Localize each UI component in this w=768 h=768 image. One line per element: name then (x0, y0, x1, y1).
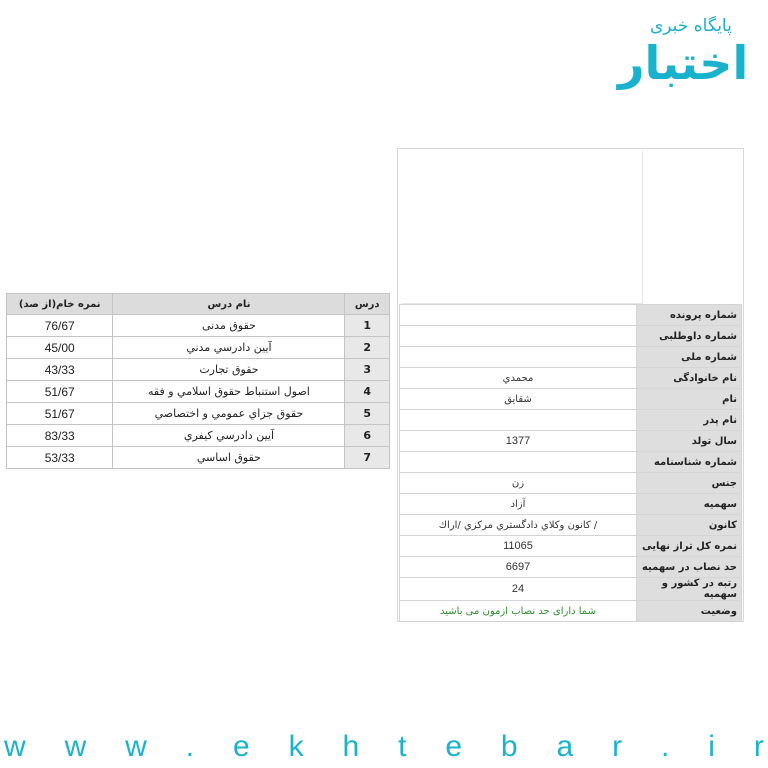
course-num: 6 (345, 425, 390, 447)
course-name: آيين دادرسي مدني (113, 337, 345, 359)
info-value: 24 (400, 578, 637, 601)
courses-table (6, 293, 390, 469)
candidate-info-table (399, 304, 742, 622)
course-name: اصول استنباط حقوق اسلامي و فقه (113, 381, 345, 403)
info-row-candidate-number (400, 326, 742, 347)
course-score: 83/33 (7, 425, 113, 447)
info-label: سهمیه (637, 494, 742, 515)
url-char: k (288, 730, 304, 763)
candidate-info-panel (397, 148, 744, 622)
course-name: حقوق تجارت (113, 359, 345, 381)
info-label: نام خانوادگی (637, 368, 742, 389)
info-label: نمره کل تراز نهایی (637, 536, 742, 557)
url-char: h (342, 730, 360, 763)
url-char: w (4, 730, 26, 763)
course-name: آيين دادرسي كيفري (113, 425, 345, 447)
photo-placeholder (402, 151, 643, 304)
url-char: r (753, 730, 764, 763)
info-value (400, 326, 637, 347)
info-row-rank (400, 578, 742, 601)
url-char: e (232, 730, 250, 763)
table-row (7, 337, 390, 359)
info-value: 11065 (400, 536, 637, 557)
info-label: وضعیت (637, 601, 742, 622)
status-message: شما دارای حد نصاب ازمون می باشید (400, 601, 637, 622)
info-label: شماره داوطلبی (637, 326, 742, 347)
course-num: 7 (345, 447, 390, 469)
info-label: رتبه در کشور و سهمیه (637, 578, 742, 601)
table-row (7, 359, 390, 381)
info-value: 1377 (400, 431, 637, 452)
info-label: نام (637, 389, 742, 410)
table-row (7, 425, 390, 447)
url-char: e (445, 730, 463, 763)
course-num: 2 (345, 337, 390, 359)
info-value: محمدي (400, 368, 637, 389)
header-name: نام درس (113, 294, 345, 315)
course-score: 76/67 (7, 315, 113, 337)
info-row-total-score (400, 536, 742, 557)
url-char: r (612, 730, 623, 763)
url-char: b (500, 730, 518, 763)
table-row (7, 315, 390, 337)
header-score: نمره خام(از صد) (7, 294, 113, 315)
info-row-status (400, 601, 742, 622)
info-row-last-name (400, 368, 742, 389)
info-row-quota-threshold (400, 557, 742, 578)
site-logo[interactable] (610, 8, 750, 103)
course-score: 43/33 (7, 359, 113, 381)
url-char: w (125, 730, 147, 763)
info-label: نام پدر (637, 410, 742, 431)
info-label: جنس (637, 473, 742, 494)
info-value: 6697 (400, 557, 637, 578)
url-char: a (556, 730, 574, 763)
course-name: حقوق جزاي عمومي و اختصاصي (113, 403, 345, 425)
course-num: 3 (345, 359, 390, 381)
info-value: آزاد (400, 494, 637, 515)
info-row-id-number (400, 452, 742, 473)
info-row-father-name (400, 410, 742, 431)
info-label: حد نصاب در سهمیه (637, 557, 742, 578)
course-num: 5 (345, 403, 390, 425)
course-name: حقوق اساسي (113, 447, 345, 469)
url-char: i (708, 730, 715, 763)
info-row-quota (400, 494, 742, 515)
header-num: درس (345, 294, 390, 315)
info-value: / كانون وكلاي دادگستري مركزي /اراك (400, 515, 637, 536)
info-label: کانون (637, 515, 742, 536)
url-char: w (64, 730, 87, 763)
course-num: 4 (345, 381, 390, 403)
info-value (400, 410, 637, 431)
course-name: حقوق مدنی (113, 315, 345, 337)
table-row (7, 447, 390, 469)
site-url[interactable] (0, 732, 768, 762)
info-row-first-name (400, 389, 742, 410)
info-row-birth-year (400, 431, 742, 452)
course-score: 51/67 (7, 381, 113, 403)
info-row-file-number (400, 305, 742, 326)
course-num: 1 (345, 315, 390, 337)
info-label: شماره شناسنامه (637, 452, 742, 473)
course-score: 53/33 (7, 447, 113, 469)
url-char: . (661, 730, 670, 763)
info-value (400, 452, 637, 473)
table-row (7, 403, 390, 425)
info-label: شماره ملی (637, 347, 742, 368)
course-score: 51/67 (7, 403, 113, 425)
table-row (7, 381, 390, 403)
info-value (400, 347, 637, 368)
info-value: زن (400, 473, 637, 494)
logo-title: اختبار (618, 36, 749, 90)
info-row-bar-association (400, 515, 742, 536)
info-row-gender (400, 473, 742, 494)
logo-subtitle: پایگاه خبری (650, 16, 732, 36)
info-label: شماره پرونده (637, 305, 742, 326)
course-score: 45/00 (7, 337, 113, 359)
info-label: سال تولد (637, 431, 742, 452)
courses-header-row (7, 294, 390, 315)
info-row-national-id (400, 347, 742, 368)
url-char: . (185, 730, 195, 763)
info-value (400, 305, 637, 326)
info-value: شقایق (400, 389, 637, 410)
url-char: t (398, 730, 407, 763)
